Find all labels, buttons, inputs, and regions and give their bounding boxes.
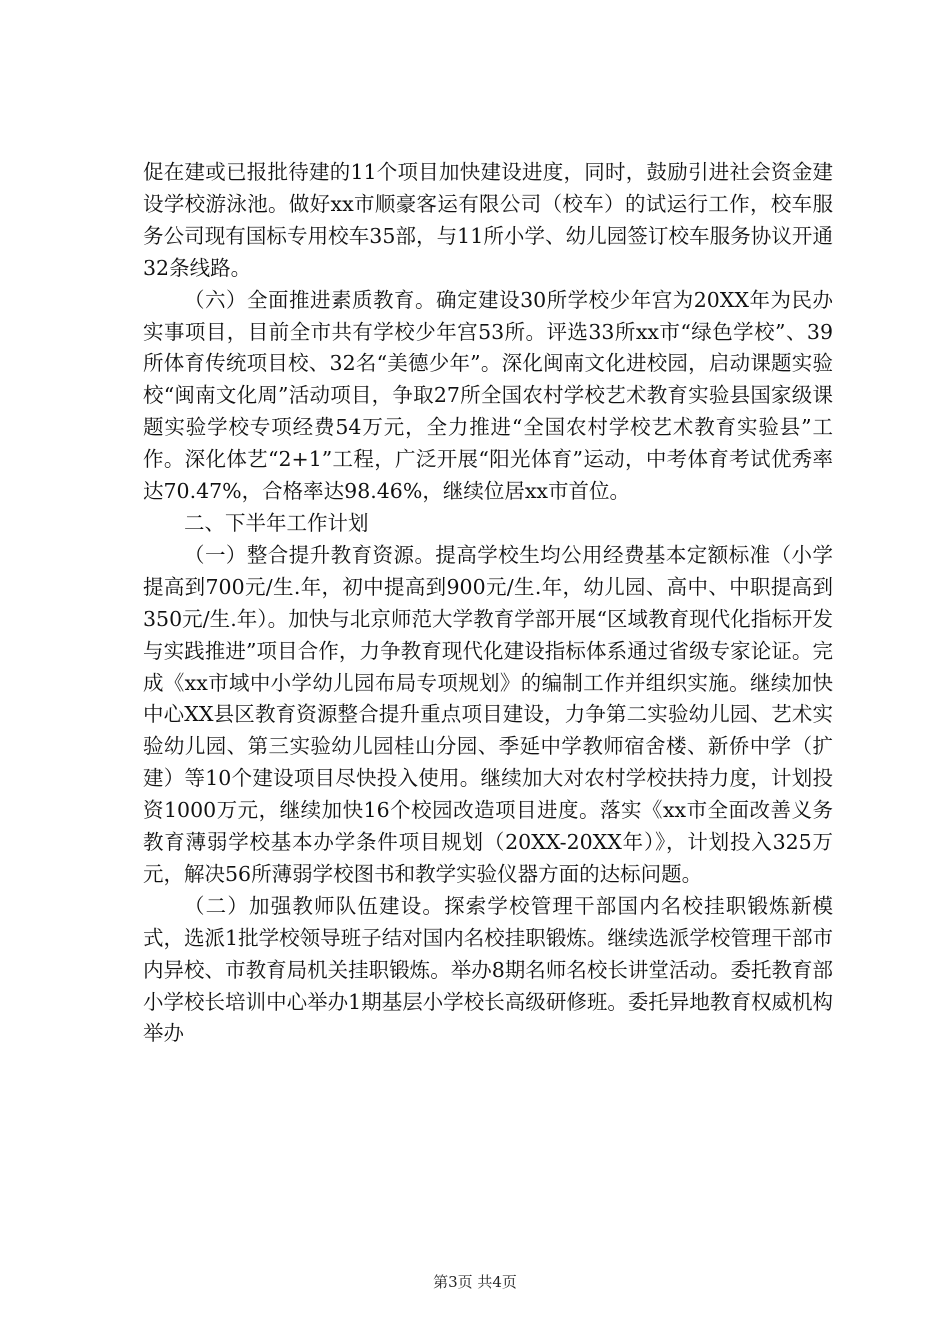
page-number-footer: 第3页 共4页 — [433, 1273, 517, 1291]
paragraph-teacher-team: （二）加强教师队伍建设。探索学校管理干部国内名校挂职锻炼新模式，选派1批学校领导班子结对国内名校挂职锻炼。继续选派学校管理干部市内异校、市教育局机关挂职锻炼。举办8期名师名校长讲堂活动。委托教育部小学校长培训中心举办1期基层小学校长高级研修班。委托异地教育权威机构举办 — [143, 893, 833, 1046]
section-heading-second-half-plan: 二、下半年工作计划 — [184, 510, 369, 535]
paragraph-continuation: 促在建或已报批待建的11个项目加快建设进度，同时，鼓励引进社会资金建设学校游泳池。做好xx市顺豪客运有限公司（校车）的试运行工作，校车服务公司现有国标专用校车35部，与11所小学、幼儿园签订校车服务协议开通32条线路。 — [143, 160, 833, 280]
paragraph-quality-education: （六）全面推进素质教育。确定建设30所学校少年宫为20XX年为民办实事项目，目前全市共有学校少年宫53所。评选33所xx市“绿色学校”、39所体育传统项目校、32名“美德少年”。深化闽南文化进校园，启动课题实验校“闽南文化周”活动项目，争取27所全国农村学校艺术教育实验县国家级课题实验学校专项经费54万元，全力推进“全国农村学校艺术教育实验县”工作。深化体艺“2+1”工程，广泛开展“阳光体育”运动，中考体育考试优秀率达70.47%，合格率达98.46%，继续位居xx市首位。 — [143, 287, 833, 504]
paragraph-education-resources: （一）整合提升教育资源。提高学校生均公用经费基本定额标准（小学提高到700元/生.年，初中提高到900元/生.年，幼儿园、高中、中职提高到350元/生.年）。加快与北京师范大学教育学部开展“区域教育现代化指标开发与实践推进”项目合作，力争教育现代化建设指标体系通过省级专家论证。完成《xx市域中小学幼儿园布局专项规划》的编制工作并组织实施。继续加快中心XX县区教育资源整合提升重点项目建设，力争第二实验幼儿园、艺术实验幼儿园、第三实验幼儿园桂山分园、季延中学教师宿舍楼、新侨中学（扩建）等10个建设项目尽快投入使用。继续加大对农村学校扶持力度，计划投资1000万元，继续加快16个校园改造项目进度。落实《xx市全面改善义务教育薄弱学校基本办学条件项目规划（20XX-20XX年）》，计划投入325万元，解决56所薄弱学校图书和教学实验仪器方面的达标问题。 — [143, 542, 833, 886]
document-body — [143, 157, 833, 1050]
